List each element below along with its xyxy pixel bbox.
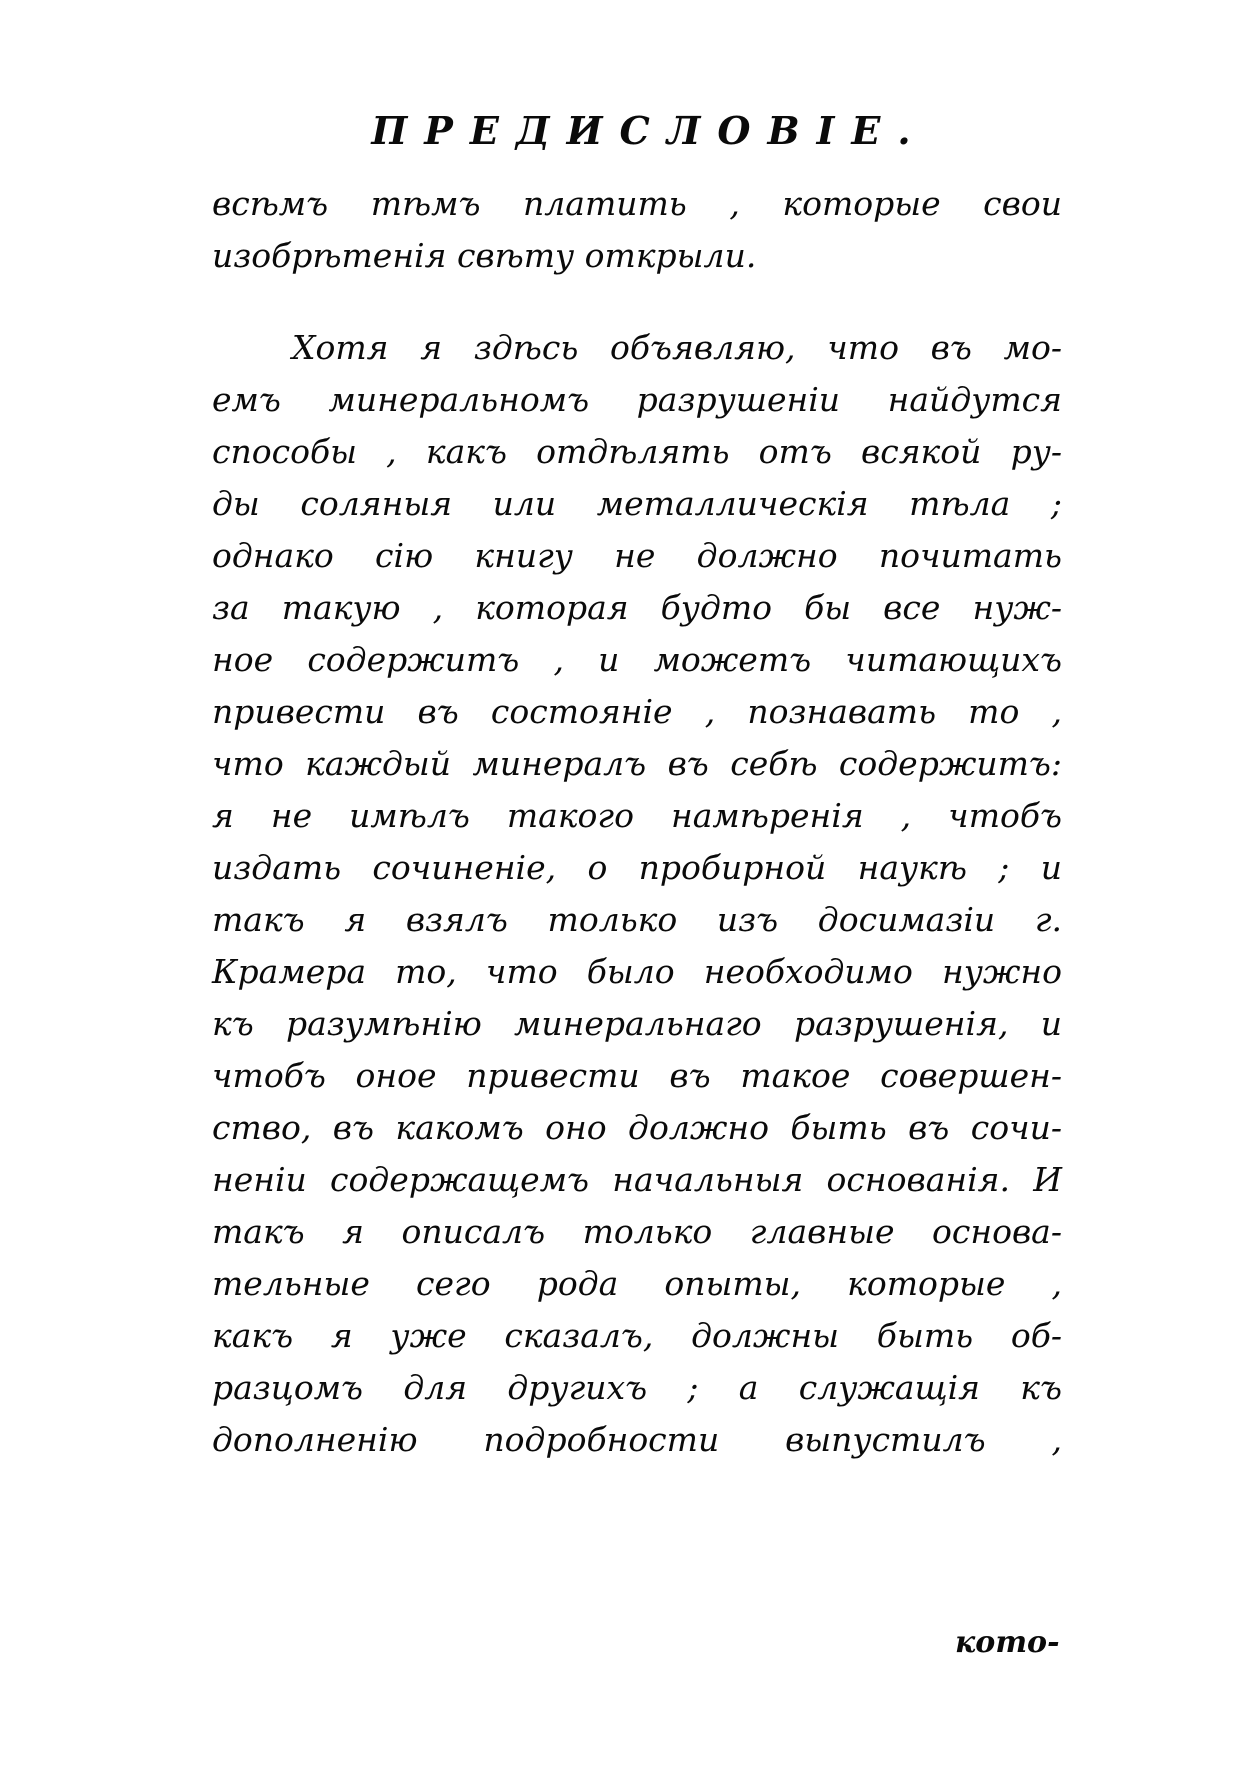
text-line: емъ минеральномъ разрушеніи найдутся [212,380,1062,419]
text-line: какъ я уже сказалъ, должны быть об- [212,1316,1062,1355]
text-line: ды соляныя или металлическія тѣла ; [212,484,1062,523]
text-line: такъ я взялъ только изъ досимазіи г. [212,900,1062,939]
text-line: издать сочиненіе, о пробирной наукѣ ; и [212,848,1062,887]
text-line: привести въ состояніе , познавать то , [212,692,1062,731]
text-line: ство, въ какомъ оно должно быть въ сочи- [212,1108,1062,1147]
text-line: тельные сего рода опыты, которые , [212,1264,1062,1303]
text-line: разцомъ для другихъ ; а служащія къ [212,1368,1062,1407]
text-line: за такую , которая будто бы все нуж- [212,588,1062,627]
text-line: изобрѣтенія свѣту открыли. [212,236,757,275]
text-line: ное содержитъ , и можетъ читающихъ [212,640,1062,679]
text-line: дополненію подробности выпустилъ , [212,1420,1062,1459]
text-line: Крамера то, что было необходимо нужно [212,952,1062,991]
page-header: ПРЕДИСЛОВІЕ. [371,108,928,153]
text-line: Хотя я здѣсь объявляю, что въ мо- [292,328,1062,367]
text-line: неніи содержащемъ начальныя основанія. И [212,1160,1062,1199]
text-line: чтобъ оное привести въ такое совершен- [212,1056,1062,1095]
text-line: такъ я описалъ только главные основа- [212,1212,1062,1251]
text-line: способы , какъ отдѣлять отъ всякой ру- [212,432,1062,471]
text-line: всѣмъ тѣмъ платить , которые свои [212,184,1062,223]
text-line: я не имѣлъ такого намѣренія , чтобъ [212,796,1062,835]
text-line: однако сію книгу не должно почитать [212,536,1062,575]
text-line: къ разумѣнію минеральнаго разрушенія, и [212,1004,1062,1043]
text-line: что каждый минералъ въ себѣ содержитъ: [212,744,1062,783]
catchword: кото- [955,1625,1060,1660]
